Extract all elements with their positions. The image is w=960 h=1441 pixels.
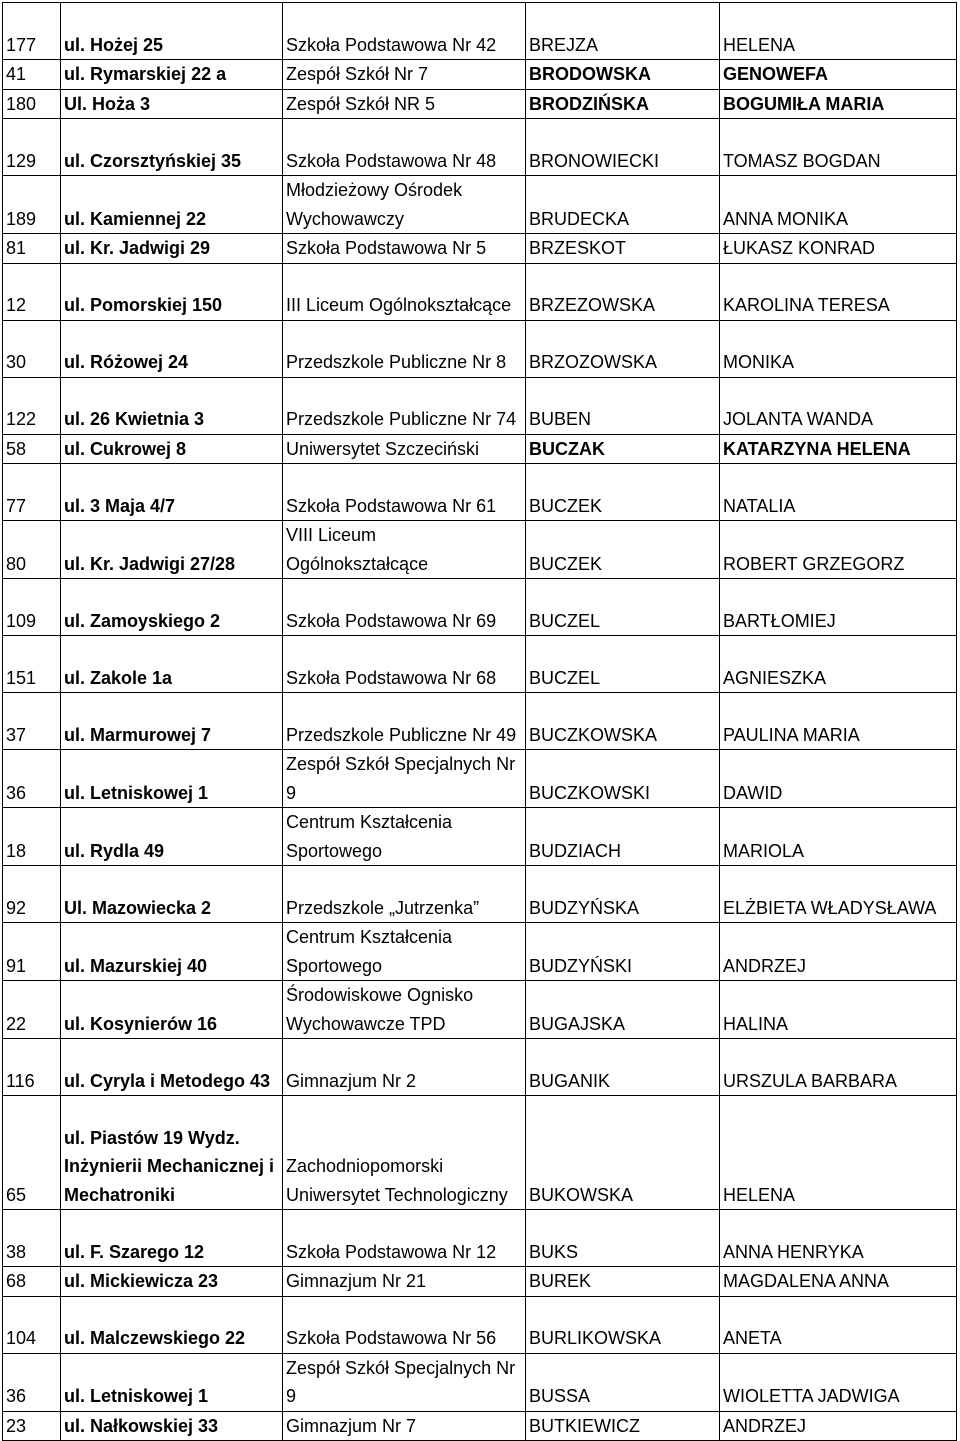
address-cell: Ul. Hoża 3 xyxy=(61,89,283,119)
school-cell: Zespół Szkół Specjalnych Nr 9 xyxy=(283,1353,526,1411)
row-number: 81 xyxy=(3,234,61,264)
table-row xyxy=(3,263,957,320)
table-row xyxy=(3,1267,957,1297)
surname-cell: BUCZEK xyxy=(526,521,720,579)
first-name-cell: WIOLETTA JADWIGA xyxy=(720,1353,957,1411)
school-cell: Szkoła Podstawowa Nr 68 xyxy=(283,636,526,693)
surname-cell: BRZEZOWSKA xyxy=(526,263,720,320)
first-name-cell: MAGDALENA ANNA xyxy=(720,1267,957,1297)
row-number: 36 xyxy=(3,750,61,808)
row-number: 68 xyxy=(3,1267,61,1297)
surname-cell: BRZOZOWSKA xyxy=(526,320,720,377)
first-name-cell: BARTŁOMIEJ xyxy=(720,579,957,636)
first-name-cell: TOMASZ BOGDAN xyxy=(720,119,957,176)
address-cell: ul. Rydla 49 xyxy=(61,808,283,866)
surname-cell: BUKS xyxy=(526,1210,720,1267)
school-cell: Środowiskowe Ognisko Wychowawcze TPD xyxy=(283,981,526,1039)
school-cell: VIII Liceum Ogólnokształcące xyxy=(283,521,526,579)
first-name-cell: MONIKA xyxy=(720,320,957,377)
teachers-table xyxy=(2,2,957,1441)
table-row xyxy=(3,3,957,60)
surname-cell: BURLIKOWSKA xyxy=(526,1296,720,1353)
surname-cell: BUDZYŃSKA xyxy=(526,866,720,923)
surname-cell: BRODZIŃSKA xyxy=(526,89,720,119)
table-row xyxy=(3,808,957,866)
first-name-cell: MARIOLA xyxy=(720,808,957,866)
row-number: 12 xyxy=(3,263,61,320)
address-cell: ul. Kosynierów 16 xyxy=(61,981,283,1039)
school-cell: Zespół Szkół NR 5 xyxy=(283,89,526,119)
table-row xyxy=(3,1353,957,1411)
first-name-cell: ANDRZEJ xyxy=(720,923,957,981)
row-number: 58 xyxy=(3,434,61,464)
surname-cell: BUCZAK xyxy=(526,434,720,464)
table-row xyxy=(3,981,957,1039)
address-cell: ul. Nałkowskiej 33 xyxy=(61,1411,283,1441)
address-cell: ul. Letniskowej 1 xyxy=(61,750,283,808)
school-cell: Przedszkole Publiczne Nr 8 xyxy=(283,320,526,377)
address-cell: ul. Mickiewicza 23 xyxy=(61,1267,283,1297)
surname-cell: BREJZA xyxy=(526,3,720,60)
school-cell: Gimnazjum Nr 7 xyxy=(283,1411,526,1441)
address-cell: ul. F. Szarego 12 xyxy=(61,1210,283,1267)
first-name-cell: GENOWEFA xyxy=(720,60,957,90)
address-cell: ul. Pomorskiej 150 xyxy=(61,263,283,320)
address-cell: ul. 3 Maja 4/7 xyxy=(61,464,283,521)
first-name-cell: KAROLINA TERESA xyxy=(720,263,957,320)
table-row xyxy=(3,923,957,981)
surname-cell: BRONOWIECKI xyxy=(526,119,720,176)
first-name-cell: JOLANTA WANDA xyxy=(720,377,957,434)
address-cell: ul. Różowej 24 xyxy=(61,320,283,377)
surname-cell: BUCZKOWSKI xyxy=(526,750,720,808)
school-cell: Gimnazjum Nr 21 xyxy=(283,1267,526,1297)
table-row xyxy=(3,60,957,90)
school-cell: Zespół Szkół Nr 7 xyxy=(283,60,526,90)
table-row xyxy=(3,579,957,636)
row-number: 177 xyxy=(3,3,61,60)
surname-cell: BUSSA xyxy=(526,1353,720,1411)
surname-cell: BUBEN xyxy=(526,377,720,434)
school-cell: Szkoła Podstawowa Nr 42 xyxy=(283,3,526,60)
table-row xyxy=(3,89,957,119)
surname-cell: BUCZEK xyxy=(526,464,720,521)
row-number: 104 xyxy=(3,1296,61,1353)
surname-cell: BUCZEL xyxy=(526,636,720,693)
first-name-cell: ANNA HENRYKA xyxy=(720,1210,957,1267)
table-row xyxy=(3,1210,957,1267)
school-cell: Uniwersytet Szczeciński xyxy=(283,434,526,464)
table-row xyxy=(3,434,957,464)
table-row xyxy=(3,750,957,808)
row-number: 65 xyxy=(3,1096,61,1210)
surname-cell: BUGAJSKA xyxy=(526,981,720,1039)
school-cell: Szkoła Podstawowa Nr 56 xyxy=(283,1296,526,1353)
first-name-cell: HALINA xyxy=(720,981,957,1039)
row-number: 23 xyxy=(3,1411,61,1441)
row-number: 116 xyxy=(3,1039,61,1096)
table-row xyxy=(3,636,957,693)
first-name-cell: KATARZYNA HELENA xyxy=(720,434,957,464)
first-name-cell: ELŻBIETA WŁADYSŁAWA xyxy=(720,866,957,923)
address-cell: ul. 26 Kwietnia 3 xyxy=(61,377,283,434)
school-cell: Gimnazjum Nr 2 xyxy=(283,1039,526,1096)
address-cell: ul. Zakole 1a xyxy=(61,636,283,693)
first-name-cell: AGNIESZKA xyxy=(720,636,957,693)
first-name-cell: HELENA xyxy=(720,1096,957,1210)
address-cell: ul. Czorsztyńskiej 35 xyxy=(61,119,283,176)
address-cell: ul. Piastów 19 Wydz. Inżynierii Mechanicznej i Mechatroniki xyxy=(61,1096,283,1210)
row-number: 129 xyxy=(3,119,61,176)
address-cell: ul. Kr. Jadwigi 29 xyxy=(61,234,283,264)
address-cell: ul. Marmurowej 7 xyxy=(61,693,283,750)
table-row xyxy=(3,1296,957,1353)
row-number: 151 xyxy=(3,636,61,693)
surname-cell: BUKOWSKA xyxy=(526,1096,720,1210)
table-row xyxy=(3,1039,957,1096)
row-number: 189 xyxy=(3,176,61,234)
row-number: 30 xyxy=(3,320,61,377)
row-number: 38 xyxy=(3,1210,61,1267)
school-cell: III Liceum Ogólnokształcące xyxy=(283,263,526,320)
first-name-cell: ANETA xyxy=(720,1296,957,1353)
school-cell: Szkoła Podstawowa Nr 61 xyxy=(283,464,526,521)
first-name-cell: BOGUMIŁA MARIA xyxy=(720,89,957,119)
address-cell: ul. Cyryla i Metodego 43 xyxy=(61,1039,283,1096)
table-row xyxy=(3,1096,957,1210)
address-cell: ul. Hożej 25 xyxy=(61,3,283,60)
first-name-cell: HELENA xyxy=(720,3,957,60)
row-number: 92 xyxy=(3,866,61,923)
table-body xyxy=(3,3,957,1441)
row-number: 122 xyxy=(3,377,61,434)
school-cell: Centrum Kształcenia Sportowego xyxy=(283,923,526,981)
school-cell: Przedszkole Publiczne Nr 74 xyxy=(283,377,526,434)
school-cell: Zachodniopomorski Uniwersytet Technologiczny xyxy=(283,1096,526,1210)
address-cell: ul. Mazurskiej 40 xyxy=(61,923,283,981)
surname-cell: BUDZYŃSKI xyxy=(526,923,720,981)
address-cell: ul. Rymarskiej 22 a xyxy=(61,60,283,90)
address-cell: ul. Kamiennej 22 xyxy=(61,176,283,234)
table-row xyxy=(3,119,957,176)
school-cell: Centrum Kształcenia Sportowego xyxy=(283,808,526,866)
surname-cell: BUCZEL xyxy=(526,579,720,636)
row-number: 91 xyxy=(3,923,61,981)
address-cell: ul. Cukrowej 8 xyxy=(61,434,283,464)
table-row xyxy=(3,866,957,923)
table-row xyxy=(3,464,957,521)
row-number: 80 xyxy=(3,521,61,579)
first-name-cell: ANDRZEJ xyxy=(720,1411,957,1441)
surname-cell: BUTKIEWICZ xyxy=(526,1411,720,1441)
first-name-cell: ANNA MONIKA xyxy=(720,176,957,234)
row-number: 36 xyxy=(3,1353,61,1411)
first-name-cell: ROBERT GRZEGORZ xyxy=(720,521,957,579)
surname-cell: BUGANIK xyxy=(526,1039,720,1096)
table-row xyxy=(3,1411,957,1441)
first-name-cell: ŁUKASZ KONRAD xyxy=(720,234,957,264)
row-number: 22 xyxy=(3,981,61,1039)
table-row xyxy=(3,176,957,234)
table-row xyxy=(3,693,957,750)
surname-cell: BUCZKOWSKA xyxy=(526,693,720,750)
address-cell: ul. Malczewskiego 22 xyxy=(61,1296,283,1353)
school-cell: Szkoła Podstawowa Nr 12 xyxy=(283,1210,526,1267)
table-row xyxy=(3,377,957,434)
surname-cell: BRZESKOT xyxy=(526,234,720,264)
school-cell: Zespół Szkół Specjalnych Nr 9 xyxy=(283,750,526,808)
address-cell: ul. Zamoyskiego 2 xyxy=(61,579,283,636)
school-cell: Szkoła Podstawowa Nr 48 xyxy=(283,119,526,176)
school-cell: Przedszkole Publiczne Nr 49 xyxy=(283,693,526,750)
surname-cell: BRUDECKA xyxy=(526,176,720,234)
first-name-cell: NATALIA xyxy=(720,464,957,521)
address-cell: Ul. Mazowiecka 2 xyxy=(61,866,283,923)
table-row xyxy=(3,234,957,264)
surname-cell: BUDZIACH xyxy=(526,808,720,866)
school-cell: Przedszkole „Jutrzenka” xyxy=(283,866,526,923)
row-number: 18 xyxy=(3,808,61,866)
row-number: 109 xyxy=(3,579,61,636)
row-number: 180 xyxy=(3,89,61,119)
address-cell: ul. Letniskowej 1 xyxy=(61,1353,283,1411)
surname-cell: BRODOWSKA xyxy=(526,60,720,90)
first-name-cell: PAULINA MARIA xyxy=(720,693,957,750)
school-cell: Szkoła Podstawowa Nr 69 xyxy=(283,579,526,636)
row-number: 77 xyxy=(3,464,61,521)
table-row xyxy=(3,320,957,377)
school-cell: Młodzieżowy Ośrodek Wychowawczy xyxy=(283,176,526,234)
first-name-cell: URSZULA BARBARA xyxy=(720,1039,957,1096)
first-name-cell: DAWID xyxy=(720,750,957,808)
row-number: 37 xyxy=(3,693,61,750)
surname-cell: BUREK xyxy=(526,1267,720,1297)
table-row xyxy=(3,521,957,579)
school-cell: Szkoła Podstawowa Nr 5 xyxy=(283,234,526,264)
address-cell: ul. Kr. Jadwigi 27/28 xyxy=(61,521,283,579)
row-number: 41 xyxy=(3,60,61,90)
